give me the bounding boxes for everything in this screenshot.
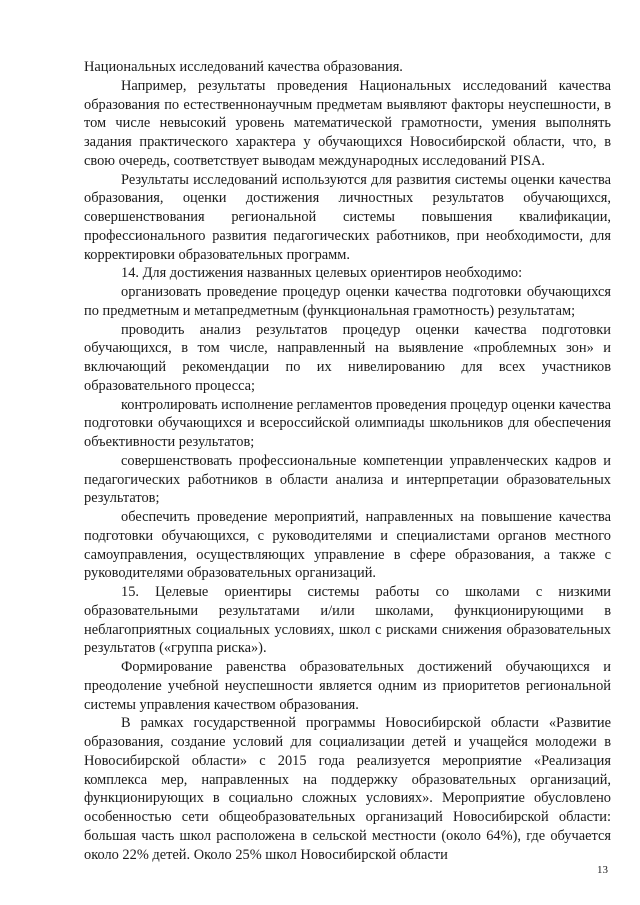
paragraph: В рамках государственной программы Новосибирской области «Развитие образования, создание условий для социализации детей и учащейся молодежи в Новосибирской области» с 2015 года реализуется мероприятие «Реализация комплекса мер, направленных на поддержку образовательных организаций, функционирующих в социально сложных условиях». Мероприятие обусловлено особенностью сети общеобразовательных организаций Новосибирской области: большая часть школ расположена в сельской местности (около 64%), где обучается около 22% детей. Около 25% школ Новосибирской области xyxy=(84,715,611,863)
document-body xyxy=(84,58,611,864)
list-item: контролировать исполнение регламентов проведения процедур оценки качества подготовки обучающихся и всероссийской олимпиады школьников для обеспечения объективности результатов; xyxy=(84,396,611,450)
section-heading-14: 14. Для достижения названных целевых ориентиров необходимо: xyxy=(121,265,523,282)
section-heading-15: 15. Целевые ориентиры системы работы со школами с низкими образовательными результатами и/или школами, функционирующими в неблагоприятных социальных условиях, школ с рисками снижения образовательных результатов («группа риска»). xyxy=(84,584,611,657)
paragraph: Например, результаты проведения Национальных исследований качества образования по естественнонаучным предметам выявляют факторы неуспешности, в том числе невысокий уровень математической грамотности, умения выполнять задания практического характера у обучающихся Новосибирской области, что, в свою очередь, соответствует выводам международных исследований PISA. xyxy=(84,77,611,169)
list-item: обеспечить проведение мероприятий, направленных на повышение качества подготовки обучающихся, с руководителями и специалистами органов местного самоуправления, осуществляющих управление в сфере образования, а также с руководителями образовательных организаций. xyxy=(84,509,611,582)
page-number: 13 xyxy=(597,864,608,876)
paragraph: Формирование равенства образовательных достижений обучающихся и преодоление учебной неуспешности является одним из приоритетов региональной системы управления качеством образования. xyxy=(84,659,611,713)
paragraph: Национальных исследований качества образования. xyxy=(84,59,403,75)
paragraph: Результаты исследований используются для развития системы оценки качества образования, оценки достижения личностных результатов обучающихся, совершенствования региональной системы повышения квалификации, профессионального развития педагогических работников, при необходимости, для корректировки образовательных программ. xyxy=(84,171,611,263)
list-item: организовать проведение процедур оценки качества подготовки обучающихся по предметным и метапредметным (функциональная грамотность) результатам; xyxy=(84,284,611,319)
list-item: совершенствовать профессиональные компетенции управленческих кадров и педагогических работников в области анализа и интерпретации образовательных результатов; xyxy=(84,452,611,507)
list-item: проводить анализ результатов процедур оценки качества подготовки обучающихся, в том числе, направленный на выявление «проблемных зон» и включающий рекомендации по их нивелированию для всех участников образовательного процесса; xyxy=(84,321,611,394)
